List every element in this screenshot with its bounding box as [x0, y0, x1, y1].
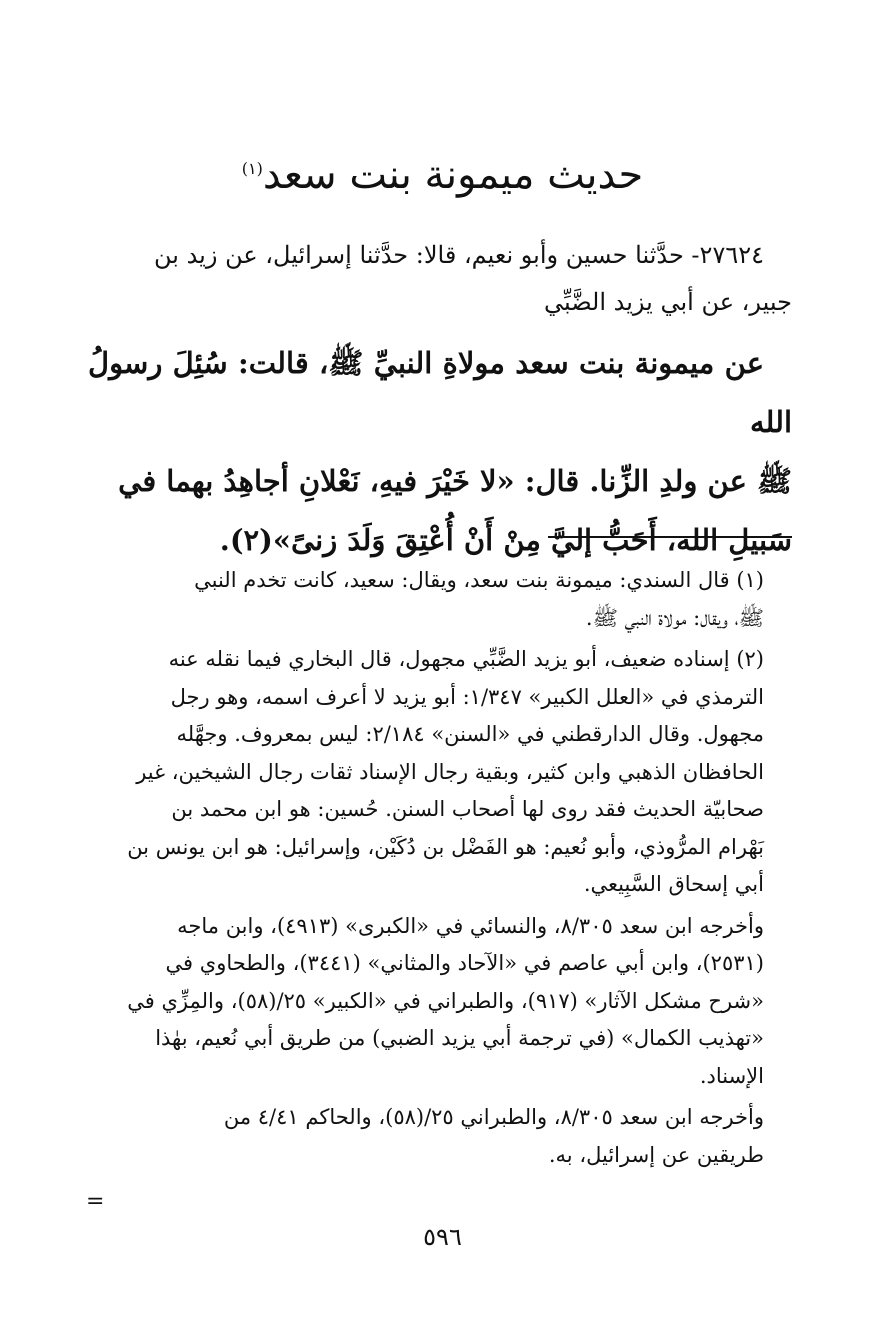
footnote-line: (١) قال السندي: ميمونة بنت سعد، ويقال: سعيد، كانت تخدم النبي — [194, 568, 764, 592]
hadith-matn — [88, 334, 792, 570]
footnote-line: (٢٥٣١)، وابن أبي عاصم في «الآحاد والمثاني» (٣٤٤١)، والطحاوي في — [165, 951, 764, 975]
footnote-separator — [548, 536, 792, 538]
matn-line: ﷺ عن ولدِ الزِّنا. قال: «لا خَيْرَ فيهِ، نَعْلانِ أجاهِدُ بهما في — [118, 464, 792, 498]
footnote-line: الإسناد. — [699, 1063, 764, 1088]
hadith-title-text: حديث ميمونة بنت سعد — [262, 152, 644, 198]
footnote-line: صحابيّة الحديث فقد روى لها أصحاب السنن. حُسين: هو ابن محمد بن — [171, 797, 764, 821]
isnad-line: ٢٧٦٢٤- حدَّثنا حسين وأبو نعيم، قالا: حدَّثنا إسرائيل، عن زيد بن — [154, 241, 764, 269]
continuation-mark: = — [86, 1189, 105, 1214]
footnote-1 — [88, 562, 792, 637]
footnote-takhrij-1 — [88, 908, 792, 1096]
footnote-line: مجهول. وقال الدارقطني في «السنن» ٢/١٨٤: ليس بمعروف. وجهَّله — [176, 722, 764, 746]
footnote-line: بَهْرام المرُّوذي، وأبو نُعيم: هو الفَضْل بن دُكَيْن، وإسرائيل: هو ابن يونس بن — [127, 834, 764, 859]
footnote-line: وأخرجه ابن سعد ٨/٣٠٥، والطبراني ٢٥/(٥٨)، والحاكم ٤/٤١ من — [223, 1105, 764, 1129]
title-footnote-ref: (١) — [241, 159, 263, 178]
footnote-takhrij-2 — [88, 1099, 792, 1174]
matn-line: سَبيلِ الله، أَحَبُّ إليَّ مِنْ أَنْ أُعْتِقَ وَلَدَ زنىً»(٢). — [219, 523, 792, 557]
matn-line: عن ميمونة بنت سعد مولاةِ النبيِّ ﷺ، قالت: سُئِلَ رسولُ الله — [88, 346, 792, 439]
hadith-isnad — [88, 232, 792, 326]
footnote-line: طريقين عن إسرائيل، به. — [548, 1142, 764, 1167]
isnad-line: جبير، عن أبي يزيد الضَّبِّي — [543, 288, 792, 316]
footnote-line: وأخرجه ابن سعد ٨/٣٠٥، والنسائي في «الكبرى» (٤٩١٣)، وابن ماجه — [177, 913, 764, 938]
footnote-line: الترمذي في «العلل الكبير» ١/٣٤٧: أبو يزيد لا أعرف اسمه، وهو رجل — [170, 684, 764, 709]
footnote-line: «تهذيب الكمال» (في ترجمة أبي يزيد الضبي) من طريق أبي نُعيم، بهٰذا — [155, 1026, 764, 1050]
footnote-line: (٢) إسناده ضعيف، أبو يزيد الضَّبِّي مجهول، قال البخاري فيما نقله عنه — [168, 647, 764, 671]
footnotes — [88, 562, 792, 1178]
footnote-2 — [88, 641, 792, 904]
page-number: ٥٩٦ — [423, 1223, 462, 1251]
footnote-line: ﷺ، ويقال: مولاة النبي ﷺ. — [585, 605, 764, 630]
footnote-line: أبي إسحاق السَّبِيعي. — [583, 872, 764, 896]
footnote-line: الحافظان الذهبي وابن كثير، وبقية رجال الإسناد ثقات رجال الشيخين، غير — [136, 759, 764, 784]
footnote-line: «شرح مشكل الآثار» (٩١٧)، والطبراني في «الكبير» ٢٥/(٥٨)، والمِزِّي في — [127, 988, 764, 1013]
hadith-title — [0, 140, 885, 210]
